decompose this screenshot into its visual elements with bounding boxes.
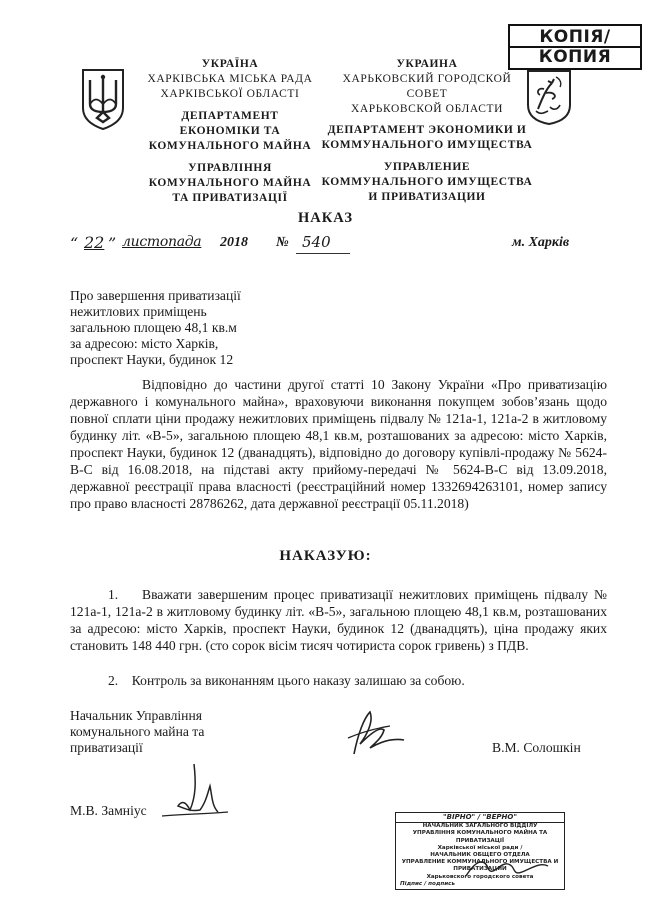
certification-stamp-line-2: НАЧАЛЬНИК ЗАГАЛЬНОГО ВІДДІЛУ bbox=[422, 823, 538, 830]
order-item-1 bbox=[70, 586, 607, 654]
subject-line-1: Про завершення приватизації bbox=[70, 288, 241, 303]
copy-stamp-line1: КОПІЯ/ bbox=[510, 28, 640, 48]
order-number-underline bbox=[296, 253, 350, 254]
certification-stamp-line-5: НАЧАЛЬНИК ОБЩЕГО ОТДЕЛА bbox=[430, 852, 530, 859]
header-russian bbox=[318, 57, 536, 205]
header-ru-council-1: ХАРЬКОВСКИЙ ГОРОДСКОЙ bbox=[342, 73, 512, 85]
signatory-position bbox=[70, 708, 290, 756]
header-ua-council-2: ХАРКІВСЬКОЇ ОБЛАСТІ bbox=[160, 88, 300, 100]
certification-stamp-line-7: Харьковского городского совета bbox=[426, 873, 534, 880]
certification-stamp-line-4: Харківської міської ради / bbox=[437, 844, 523, 851]
order-item-2-text: Контроль за виконанням цього наказу залишаю за собою. bbox=[131, 673, 465, 688]
order-item-2 bbox=[70, 672, 607, 689]
intro-paragraph: Відповідно до частини другої статті 10 Закону України «Про приватизацію державного і комунального майна», враховуючи виконання покупцем зобов’язань щодо повної сплати ціни продажу нежитлових приміщень підвалу № 121а-1, 121а-2 в житловому будинку літ. «В-5», загальною площею 48,1 кв.м, розташованих за адресою: місто Харків, проспект Науки, будинок 12 (дванадцять), відповідно до договору купівлі-продажу № 5624-В-С від 16.08.2018, на підставі акту прийому-передачі № 5624-В-С від 13.09.2018, державної реєстрації права власності (реєстраційний номер 1332694263101, номер запису про право власності 28786262, дата державної реєстрації 05.11.2018) bbox=[70, 377, 607, 511]
signatory-line-2: комунального майна та bbox=[70, 724, 205, 739]
header-ua-council-1: ХАРКІВСЬКА МІСЬКА РАДА bbox=[147, 73, 313, 85]
date-quote-open: “ bbox=[70, 234, 79, 253]
header-ukrainian bbox=[140, 57, 320, 206]
header-ru-office-1: УПРАВЛЕНИЕ bbox=[383, 161, 471, 173]
date-day: 22 bbox=[84, 233, 105, 252]
subject-line-3: загальною площею 48,1 кв.м bbox=[70, 320, 237, 335]
header-ua-dept-2: ЕКОНОМІКИ ТА bbox=[179, 125, 281, 137]
signatory-line-3: приватизації bbox=[70, 740, 143, 755]
document-title: НАКАЗ bbox=[297, 210, 354, 226]
certification-stamp-line-3: УПРАВЛІННЯ КОМУНАЛЬНОГО МАЙНА ТА ПРИВАТИЗАЦІЇ bbox=[412, 830, 548, 844]
city: м. Харків bbox=[512, 235, 570, 250]
certification-stamp-line-6: УПРАВЛЕНИЕ КОММУНАЛЬНОГО ИМУЩЕСТВА И ПРИВАТИЗАЦИИ bbox=[401, 859, 559, 873]
trident-emblem-icon bbox=[80, 68, 126, 130]
executor-signature bbox=[160, 762, 230, 824]
header-ru-country: УКРАИНА bbox=[396, 58, 458, 70]
executor-name: М.В. Замніус bbox=[70, 803, 147, 818]
subject-block bbox=[70, 288, 330, 368]
stamp-signature bbox=[462, 854, 552, 884]
order-item-2-number: 2. bbox=[108, 673, 119, 688]
header-ua-office-2: КОМУНАЛЬНОГО МАЙНА bbox=[148, 177, 312, 189]
copy-stamp-line2: КОПИЯ bbox=[538, 47, 612, 67]
header-ru-dept-1: ДЕПАРТАМЕНТ ЭКОНОМИКИ И bbox=[327, 124, 527, 136]
header-ru-council-2: СОВЕТ bbox=[406, 88, 448, 100]
header-ru-dept-2: КОММУНАЛЬНОГО ИМУЩЕСТВА bbox=[321, 139, 533, 151]
date-quote-close: ” bbox=[108, 234, 117, 253]
header-ua-dept-1: ДЕПАРТАМЕНТ bbox=[181, 110, 279, 122]
order-number-sign: № bbox=[276, 235, 289, 250]
order-item-1-number: 1. bbox=[108, 587, 119, 602]
director-signature bbox=[340, 704, 410, 762]
header-ua-office-1: УПРАВЛІННЯ bbox=[188, 162, 272, 174]
signatory-name: В.М. Солошкін bbox=[492, 740, 581, 755]
header-ua-dept-3: КОМУНАЛЬНОГО МАЙНА bbox=[148, 140, 312, 152]
order-number: 540 bbox=[302, 233, 331, 251]
date-month: листопада bbox=[122, 234, 202, 250]
header-ua-office-3: ТА ПРИВАТИЗАЦІЇ bbox=[172, 192, 288, 204]
header-ru-council-3: ХАРЬКОВСКОЙ ОБЛАСТИ bbox=[350, 103, 504, 115]
header-ru-office-2: КОММУНАЛЬНОГО ИМУЩЕСТВА bbox=[321, 176, 533, 188]
header-ua-country: УКРАЇНА bbox=[201, 58, 259, 70]
signatory-line-1: Начальник Управління bbox=[70, 708, 202, 723]
certification-stamp-title: "ВІРНО" / "ВЕРНО" bbox=[396, 813, 564, 823]
date-year: 2018 bbox=[220, 235, 248, 250]
date-line bbox=[70, 234, 590, 256]
subject-line-4: за адресою: місто Харків, bbox=[70, 336, 219, 351]
order-item-1-text: Вважати завершеним процес приватизації нежитлових приміщень підвалу № 121а-1, 121а-2 в житловому будинку літ. «В-5», загальною площею 48,1 кв.м, розташованих за адресою: місто Харків, проспект Науки, будинок 12 (дванадцять), ціна продажу яких становить 148 440 грн. (сто сорок вісім тисяч чотириста сорок гривень) з ПДВ. bbox=[70, 587, 608, 653]
subject-line-2: нежитлових приміщень bbox=[70, 304, 207, 319]
order-heading: НАКАЗУЮ: bbox=[279, 548, 372, 564]
header-ru-office-3: И ПРИВАТИЗАЦИИ bbox=[368, 191, 486, 203]
certification-stamp-sign-label: Підпис / подпись bbox=[400, 880, 456, 887]
subject-line-5: проспект Науки, будинок 12 bbox=[70, 352, 234, 367]
